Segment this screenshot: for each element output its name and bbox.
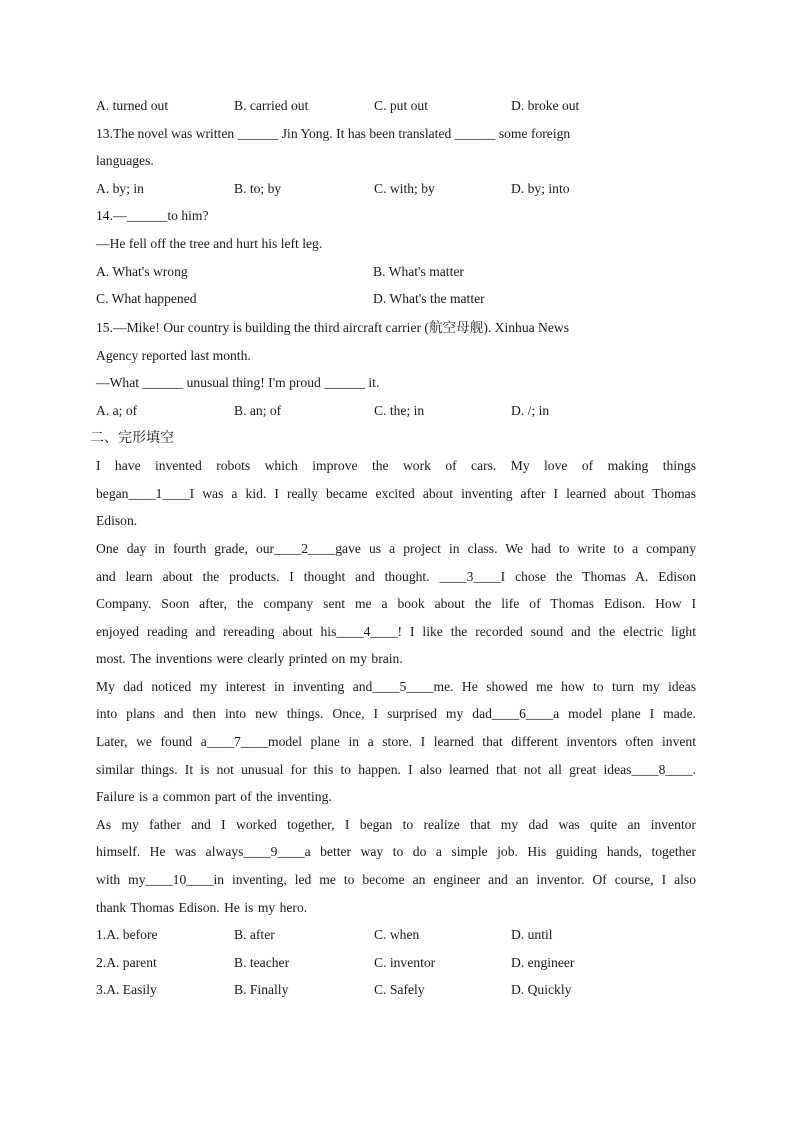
- passage-line: As my father and I worked together, I began to realize that my dad was quite an inventor: [96, 816, 696, 832]
- q14-stem-line2: —He fell off the tree and hurt his left leg.: [96, 235, 323, 251]
- section-title-cloze: 二、完形填空: [90, 429, 174, 446]
- passage-line: My dad noticed my interest in inventing and____5____me. He showed me how to turn my ideas: [96, 678, 696, 694]
- answer-3-option-b: B. Finally: [234, 982, 289, 998]
- q14-options-row1: [96, 258, 696, 286]
- answer-2-option-a: 2.A. parent: [96, 954, 157, 970]
- q12-option-b: B. carried out: [234, 98, 309, 113]
- q14-option-a: A. What's wrong: [96, 263, 188, 279]
- passage-line: One day in fourth grade, our____2____gave us a project in class. We had to write to a company: [96, 540, 696, 556]
- cloze-paragraph-4: [96, 811, 696, 921]
- q15-stem-line1: 15.—Mike! Our country is building the third aircraft carrier (航空母舰). Xinhua News: [96, 319, 570, 335]
- q12-option-a: A. turned out: [96, 98, 169, 113]
- q15-options: [96, 397, 696, 425]
- passage-line: enjoyed reading and rereading about his____4____! I like the recorded sound and the electric light: [96, 623, 696, 639]
- answer-3-option-d: D. Quickly: [511, 982, 572, 998]
- q12-options: [96, 92, 696, 120]
- cloze-answer-3: [96, 976, 696, 1004]
- passage-line: with my____10____in inventing, led me to become an engineer and an inventor. Of course, I also: [96, 872, 696, 888]
- passage-line: into plans and then into new things. Once, I surprised my dad____6____a model plane I made.: [96, 706, 696, 722]
- passage-line: himself. He was always____9____a better way to do a simple job. His guiding hands, together: [96, 844, 696, 860]
- passage-line: Company. Soon after, the company sent me a book about the life of Thomas Edison. How I: [96, 596, 696, 612]
- q14-option-d: D. What's the matter: [373, 291, 485, 307]
- answer-1-option-c: C. when: [374, 927, 420, 943]
- q13-option-a: A. by; in: [96, 180, 144, 196]
- passage-line: I have invented robots which improve the work of cars. My love of making things: [96, 458, 696, 474]
- answer-3-option-c: C. Safely: [374, 982, 425, 998]
- answer-2-option-b: B. teacher: [234, 954, 290, 970]
- q14-option-b: B. What's matter: [373, 263, 464, 279]
- q14-option-c: C. What happened: [96, 291, 197, 307]
- q15-option-c: C. the; in: [374, 402, 425, 418]
- q13-stem-line2: languages.: [96, 153, 154, 169]
- answer-2-option-d: D. engineer: [511, 954, 575, 970]
- cloze-paragraph-1: [96, 452, 696, 535]
- passage-line: Failure is a common part of the inventing.: [96, 789, 332, 805]
- cloze-answer-2: [96, 949, 696, 977]
- answer-2-option-c: C. inventor: [374, 954, 436, 970]
- q15-stem-line3: —What ______ unusual thing! I'm proud ______ it.: [96, 375, 380, 391]
- answer-3-option-a: 3.A. Easily: [96, 982, 157, 998]
- passage-line: similar things. It is not unusual for this to happen. I also learned that not all great ideas____8____.: [96, 761, 696, 777]
- passage-line: Later, we found a____7____model plane in a store. I learned that different inventors often invent: [96, 734, 696, 750]
- passage-line: Edison.: [96, 513, 138, 529]
- answer-1-option-b: B. after: [234, 927, 275, 943]
- cloze-answer-1: [96, 921, 696, 949]
- q12-option-c: C. put out: [374, 98, 429, 113]
- q15-option-b: B. an; of: [234, 402, 282, 418]
- answer-1-option-a: 1.A. before: [96, 927, 158, 943]
- cloze-paragraph-3: [96, 673, 696, 811]
- q14-options-row2: [96, 285, 696, 313]
- q13-option-b: B. to; by: [234, 180, 282, 196]
- q13-option-c: C. with; by: [374, 180, 435, 196]
- passage-line: most. The inventions were clearly printed on my brain.: [96, 651, 403, 667]
- q13-stem-line1: 13.The novel was written ______ Jin Yong. It has been translated ______ some foreign: [96, 125, 571, 141]
- q12-option-d: D. broke out: [511, 98, 580, 113]
- worksheet-page: [90, 92, 696, 1004]
- cloze-paragraph-2: [96, 535, 696, 673]
- q15-option-a: A. a; of: [96, 402, 138, 418]
- q13-option-d: D. by; into: [511, 180, 570, 196]
- answer-1-option-d: D. until: [511, 927, 553, 943]
- q14-stem-line1: 14.—______to him?: [96, 208, 209, 224]
- q15-stem-line2: Agency reported last month.: [96, 347, 251, 363]
- passage-line: and learn about the products. I thought and thought. ____3____I chose the Thomas A. Edison: [96, 568, 696, 584]
- passage-line: began____1____I was a kid. I really became excited about inventing after I learned about Thomas: [96, 485, 696, 501]
- passage-line: thank Thomas Edison. He is my hero.: [96, 899, 308, 915]
- q15-option-d: D. /; in: [511, 402, 550, 418]
- q13-options: [96, 175, 696, 203]
